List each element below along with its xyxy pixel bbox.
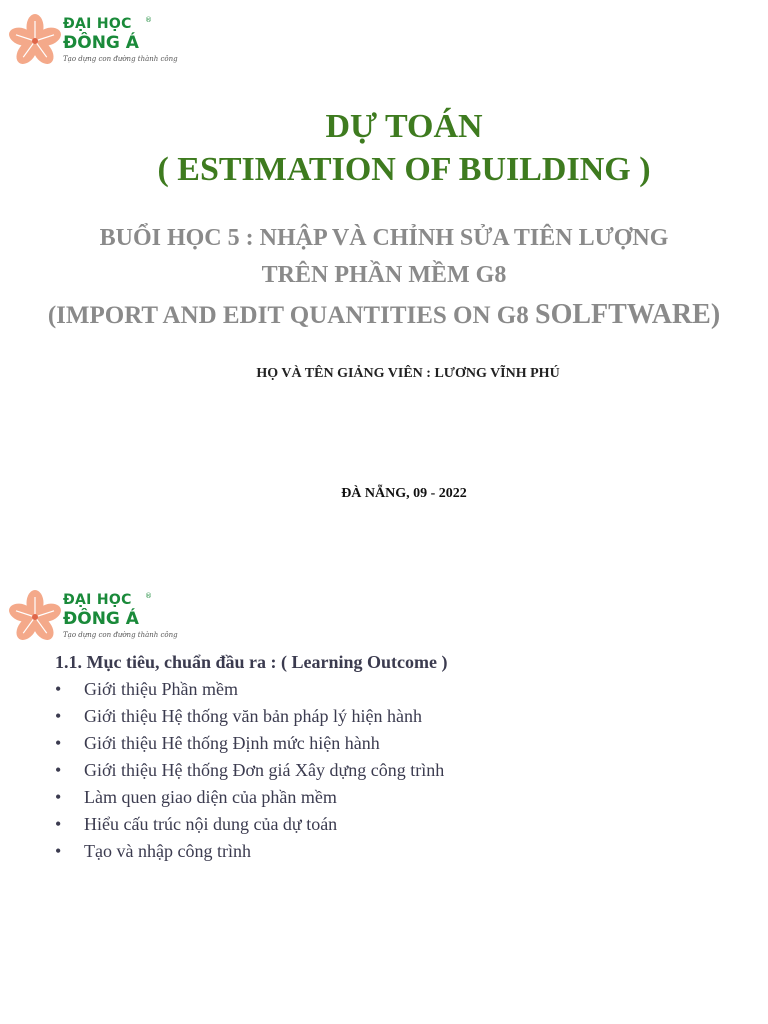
bullet-icon: • (55, 679, 62, 699)
registered-mark: ® (145, 16, 152, 24)
bullet-icon: • (55, 814, 62, 834)
list-item-text: Giới thiệu Hê thống Định mức hiện hành (84, 733, 380, 753)
list-item-text: Giới thiệu Phần mềm (84, 679, 239, 699)
list-item (55, 840, 444, 867)
lesson-title-line1: BUỔI HỌC 5 : NHẬP VÀ CHỈNH SỬA TIÊN LƯỢNG (99, 225, 669, 251)
bullet-icon: • (55, 733, 62, 753)
university-logo (8, 14, 178, 70)
list-item-text: Giới thiệu Hệ thống văn bản pháp lý hiện hành (84, 706, 422, 726)
university-logo (8, 590, 178, 646)
list-item (55, 813, 444, 840)
list-item (55, 732, 444, 759)
bullet-icon: • (55, 706, 62, 726)
brand-tagline: Tạo dựng con đường thành công (63, 55, 178, 63)
lecturer-name: HỌ VÀ TÊN GIẢNG VIÊN : LƯƠNG VĨNH PHÚ (256, 366, 560, 381)
brand-name-line2: ĐÔNG Á (63, 609, 139, 629)
bullet-icon: • (55, 787, 62, 807)
lesson-title-english (0, 298, 768, 333)
outcome-list (55, 678, 444, 867)
course-subtitle: ( ESTIMATION OF BUILDING ) (157, 151, 651, 188)
brand-tagline: Tạo dựng con đường thành công (63, 631, 178, 639)
lesson-title-line2: TRÊN PHẦN MỀM G8 (261, 262, 507, 288)
list-item-text: Làm quen giao diện của phần mềm (84, 787, 337, 807)
brand-name-line1: ĐẠI HỌC (63, 592, 132, 608)
outcomes-slide (0, 576, 768, 1024)
flower-logo-icon (8, 14, 64, 70)
list-item (55, 759, 444, 786)
list-item-text: Tạo và nhập công trình (84, 841, 251, 861)
bullet-icon: • (55, 760, 62, 780)
brand-name-line2: ĐÔNG Á (63, 33, 139, 53)
bullet-icon: • (55, 841, 62, 861)
brand-name-line1: ĐẠI HỌC (63, 16, 132, 32)
registered-mark: ® (145, 592, 152, 600)
list-item-text: Hiểu cấu trúc nội dung của dự toán (84, 814, 338, 834)
list-item (55, 705, 444, 732)
flower-logo-icon (8, 590, 64, 646)
place-date: ĐÀ NẴNG, 09 - 2022 (341, 486, 467, 501)
list-item (55, 786, 444, 813)
lesson-english-part1: (IMPORT AND EDIT QUANTITIES ON G8 (47, 302, 535, 329)
list-item (55, 678, 444, 705)
section-heading: 1.1. Mục tiêu, chuẩn đầu ra : ( Learning Outcome ) (55, 652, 448, 672)
lesson-english-part2: SOLFTWARE) (535, 299, 721, 330)
list-item-text: Giới thiệu Hệ thống Đơn giá Xây dựng công trình (84, 760, 445, 780)
course-title: DỰ TOÁN (325, 108, 483, 145)
